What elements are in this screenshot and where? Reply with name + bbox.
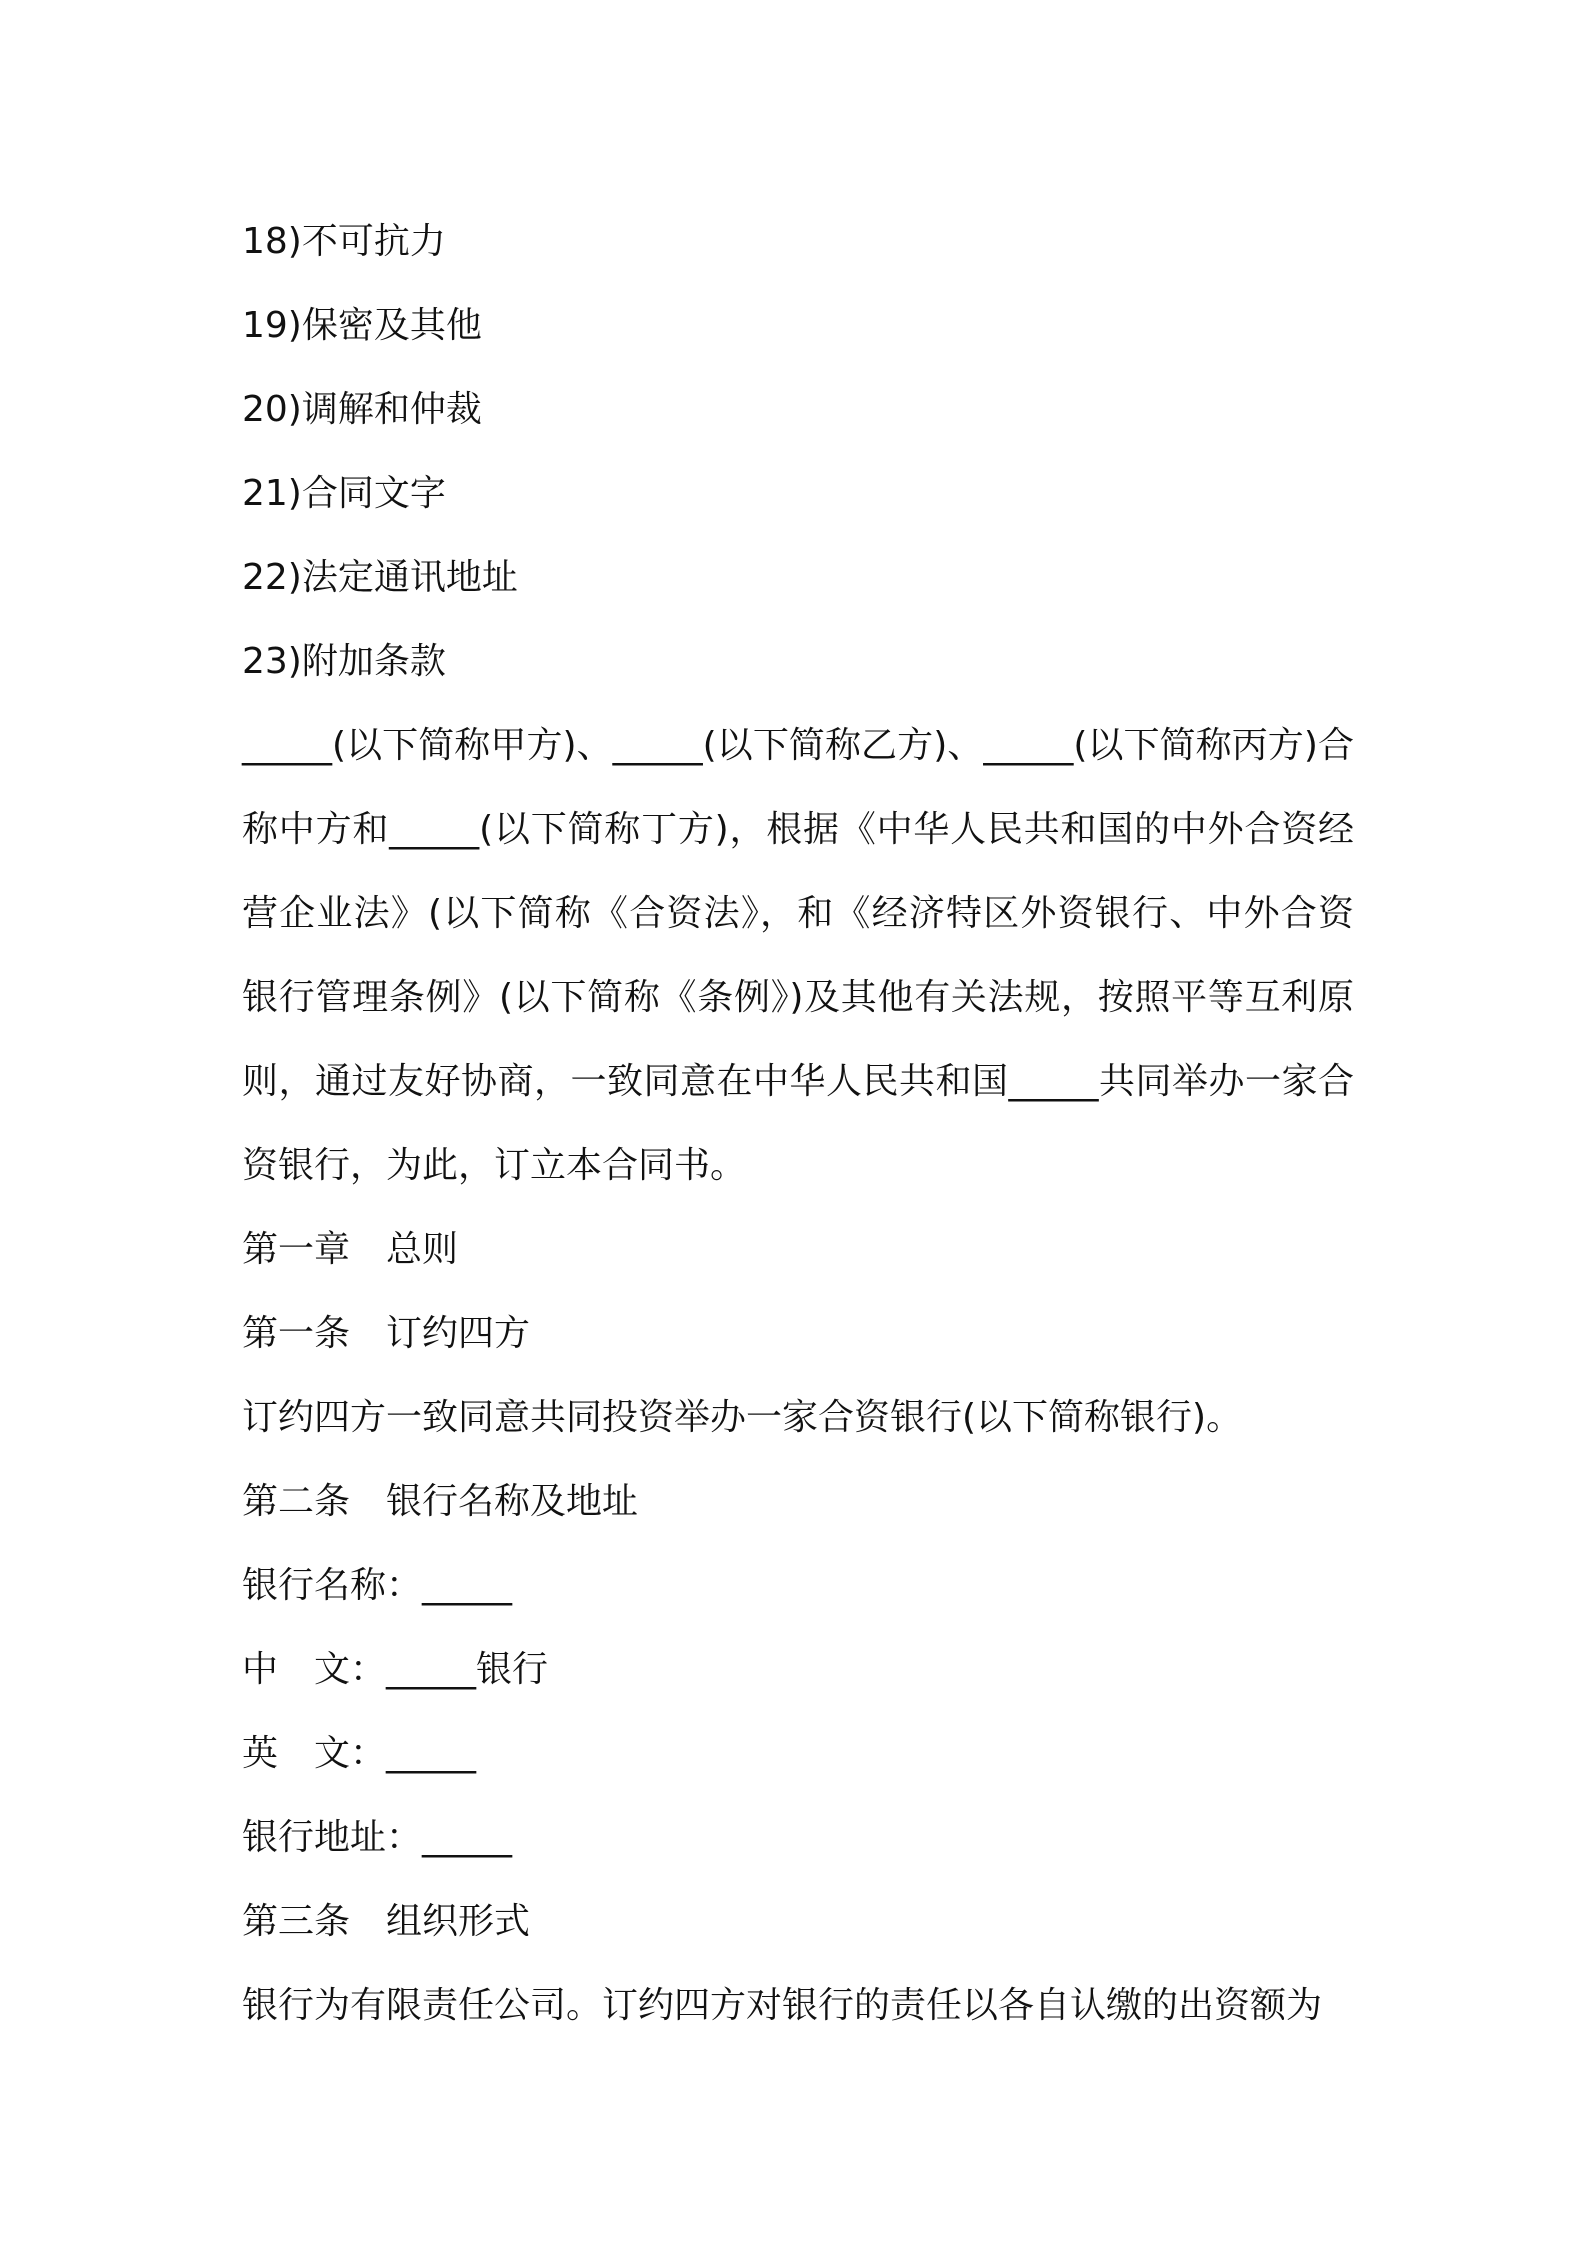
bank-address-field: 银行地址：_____ — [242, 1817, 513, 1858]
article-number: 第一条 — [242, 1313, 351, 1354]
chapter-title: 总则 — [386, 1229, 459, 1270]
toc-item-22: 22)法定通讯地址 — [242, 557, 518, 598]
preamble-paragraph: _____(以下简称甲方)、_____(以下简称乙方)、_____(以下简称丙方)合称中方和_____(以下简称丁方)，根据《中华人民共和国的中外合资经营企业法》(以下简称《合资法》，和《经济特区外资银行、中外合资银行管理条例》(以下简称《条例》)及其他有关法规，按照平等互利原则，通过友好协商，一致同意在中华人民共和国_____共同举办一家合资银行，为此，订立本合同书。 — [242, 725, 1354, 1186]
toc-item-20: 20)调解和仲裁 — [242, 389, 482, 430]
article-title: 银行名称及地址 — [386, 1481, 639, 1522]
chapter-1-heading — [242, 1208, 1354, 1292]
toc-item-18: 18)不可抗力 — [242, 221, 446, 262]
document-body — [242, 200, 1354, 2048]
article-3-heading — [242, 1880, 1354, 1964]
chapter-number: 第一章 — [242, 1229, 351, 1270]
article-number: 第三条 — [242, 1901, 351, 1942]
article-1-heading — [242, 1292, 1354, 1376]
bank-name-chinese-field: 中 文：_____银行 — [242, 1649, 549, 1690]
article-number: 第二条 — [242, 1481, 351, 1522]
toc-item-23: 23)附加条款 — [242, 641, 446, 682]
article-title: 订约四方 — [386, 1313, 531, 1354]
toc-item-19: 19)保密及其他 — [242, 305, 482, 346]
article-2-heading — [242, 1460, 1354, 1544]
article-3-body: 银行为有限责任公司。订约四方对银行的责任以各自认缴的出资额为 — [242, 1985, 1323, 2026]
bank-name-field: 银行名称：_____ — [242, 1565, 513, 1606]
article-1-body: 订约四方一致同意共同投资举办一家合资银行(以下简称银行)。 — [242, 1397, 1243, 1438]
toc-item-21: 21)合同文字 — [242, 473, 446, 514]
article-title: 组织形式 — [386, 1901, 531, 1942]
bank-name-english-field: 英 文：_____ — [242, 1733, 477, 1774]
